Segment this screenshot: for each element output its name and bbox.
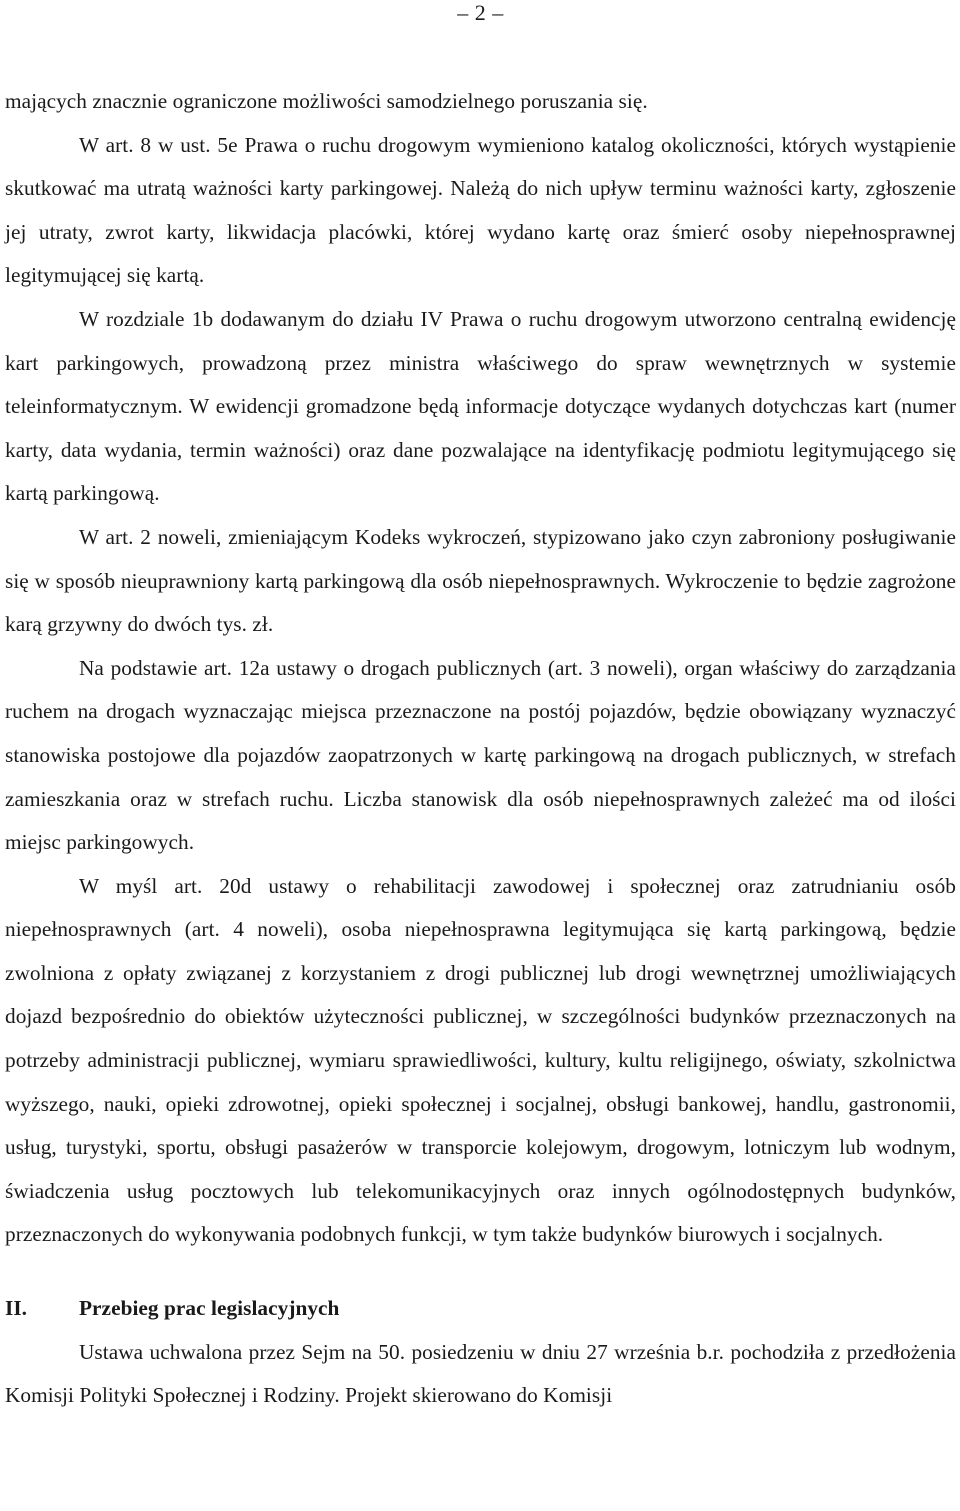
paragraph-6: W myśl art. 20d ustawy o rehabilitacji zawodowej i społecznej oraz zatrudnianiu osób niepełnosprawnych (art. 4 noweli), osoba niepełnosprawna legitymująca się kartą parkingową, będzie zwolniona z opłaty związanej z korzystaniem z drogi publicznej lub drogi wewnętrznej umożliwiających dojazd bezpośrednio do obiektów użyteczności publicznej, w szczególności budynków przeznaczonych na potrzeby administracji publicznej, wymiaru sprawiedliwości, kultury, kultu religijnego, oświaty, szkolnictwa wyższego, nauki, opieki zdrowotnej, opieki społecznej i socjalnej, obsługi bankowej, handlu, gastronomii, usług, turystyki, sportu, obsługi pasażerów w transporcie kolejowym, drogowym, lotniczym lub wodnym, świadczenia usług pocztowych lub telekomunikacyjnych oraz innych ogólnodostępnych budynków, przeznaczonych do wykonywania podobnych funkcji, w tym także budynków biurowych i socjalnych. bbox=[5, 873, 956, 1247]
section-number: II. bbox=[5, 1296, 28, 1321]
document-body bbox=[5, 80, 956, 1418]
paragraph-5: Na podstawie art. 12a ustawy o drogach publicznych (art. 3 noweli), organ właściwy do zarządzania ruchem na drogach wyznaczając miejsca przeznaczone na postój pojazdów, będzie obowiązany wyznaczyć stanowiska postojowe dla pojazdów zaopatrzonych w kartę parkingową na drogach publicznych, w strefach zamieszkania oraz w strefach ruchu. Liczba stanowisk dla osób niepełnosprawnych zależeć ma od ilości miejsc parkingowych. bbox=[5, 655, 956, 855]
section-title: Przebieg prac legislacyjnych bbox=[79, 1296, 340, 1321]
page-number: – 2 – bbox=[457, 0, 504, 25]
paragraph-4: W art. 2 noweli, zmieniającym Kodeks wykroczeń, stypizowano jako czyn zabroniony posługiwanie się w sposób nieuprawniony kartą parkingową dla osób niepełnosprawnych. Wykroczenie to będzie zagrożone karą grzywny do dwóch tys. zł. bbox=[5, 524, 956, 637]
paragraph-1: mających znacznie ograniczone możliwości samodzielnego poruszania się. bbox=[5, 89, 648, 113]
paragraph-2: W art. 8 w ust. 5e Prawa o ruchu drogowym wymieniono katalog okoliczności, których wystąpienie skutkować ma utratą ważności karty parkingowej. Należą do nich upływ terminu ważności karty, zgłoszenie jej utraty, zwrot karty, likwidacja placówki, której wydano kartę oraz śmierć osoby niepełnosprawnej legitymującej się kartą. bbox=[5, 132, 956, 288]
paragraph-final: Ustawa uchwalona przez Sejm na 50. posiedzeniu w dniu 27 września b.r. pochodziła z przedłożenia Komisji Polityki Społecznej i Rodziny. Projekt skierowano do Komisji bbox=[5, 1339, 956, 1408]
section-heading bbox=[5, 1287, 956, 1331]
paragraph-3: W rozdziale 1b dodawanym do działu IV Prawa o ruchu drogowym utworzono centralną ewidencję kart parkingowych, prowadzoną przez ministra właściwego do spraw wewnętrznych w systemie teleinformatycznym. W ewidencji gromadzone będą informacje dotyczące wydanych dotychczas kart (numer karty, data wydania, termin ważności) oraz dane pozwalające na identyfikację podmiotu legitymującego się kartą parkingową. bbox=[5, 306, 956, 506]
